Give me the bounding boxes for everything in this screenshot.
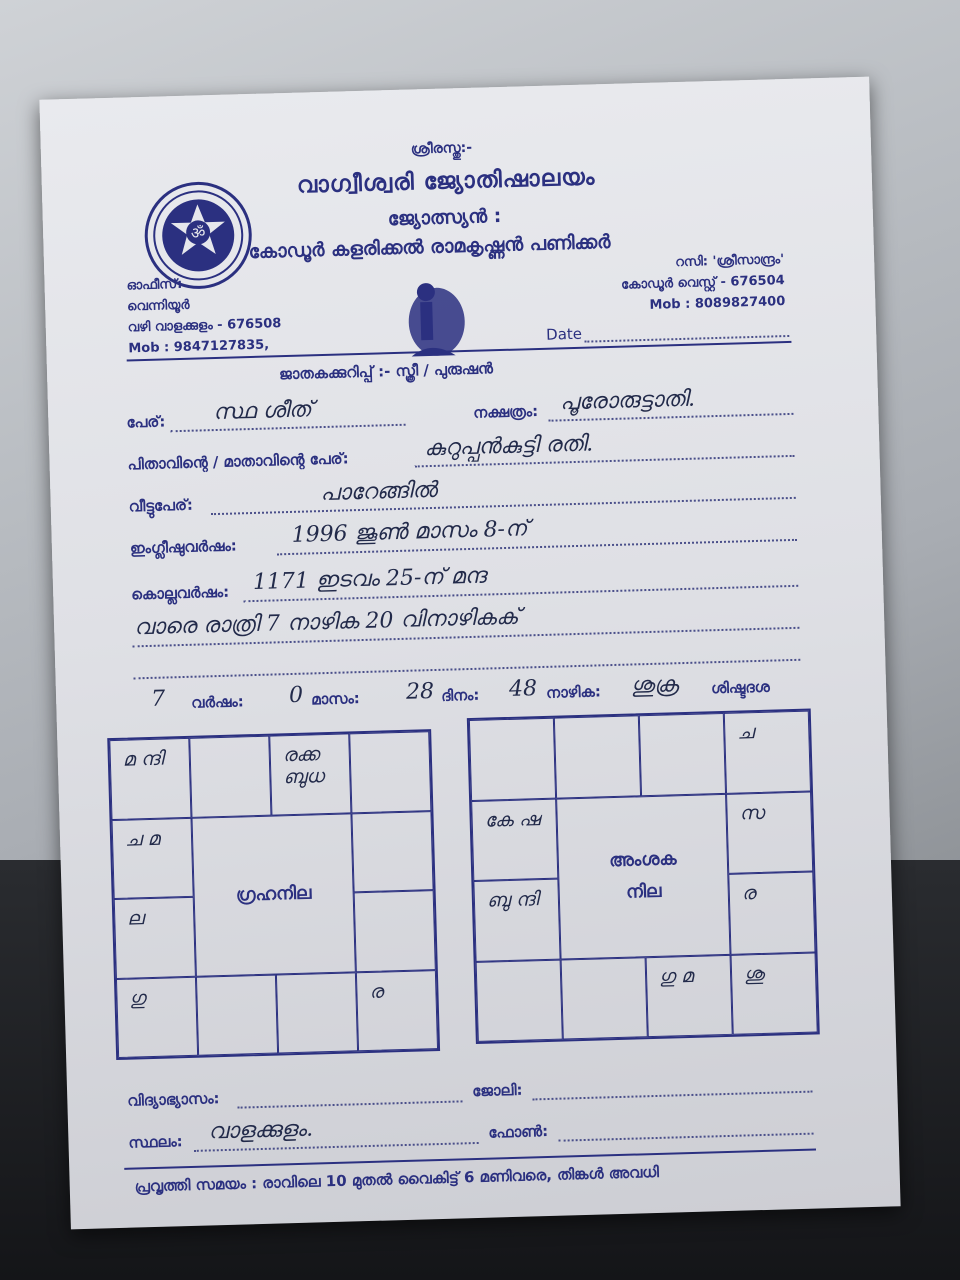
graha-cell: ഗു xyxy=(116,976,198,1058)
form-title: ജാതകക്കുറിപ്പ് :- സ്ത്രീ / പുരുഷൻ xyxy=(278,359,494,384)
amsha-cell: കേ ഷ xyxy=(471,798,558,881)
amshakanila-label-line2: നില xyxy=(625,880,662,903)
dasha-years-label: വർഷം: xyxy=(191,692,244,712)
office-place: വെന്നിയൂർ xyxy=(126,297,190,315)
dasha-naazhika-label: നാഴിക: xyxy=(545,682,602,702)
graha-cell: ര xyxy=(356,970,438,1052)
residence-address: കോഡൂർ വെസ്റ്റ് - 676504 xyxy=(620,273,785,293)
residence-mobile: Mob : 8089827400 xyxy=(649,294,786,313)
job-line xyxy=(532,1091,812,1101)
dasha-naazhika: 48 xyxy=(508,676,538,702)
office-mobile: Mob : 9847127835, xyxy=(128,337,270,357)
place-label: സ്ഥലം: xyxy=(128,1132,183,1152)
parent-value: കുറുപ്പൻകുട്ടി രതി. xyxy=(423,431,594,462)
graha-cell: ച മ xyxy=(112,817,194,899)
house-value: പാറേങ്ങിൽ xyxy=(320,477,438,507)
horoscope-form xyxy=(39,77,900,1230)
residence-label: റസി: 'ശ്രീസാന്ദ്രം' xyxy=(675,252,785,271)
star-label: നക്ഷത്രം: xyxy=(473,402,539,422)
blank-line xyxy=(134,659,801,680)
footer-divider xyxy=(124,1149,816,1170)
house-line xyxy=(211,497,796,515)
office-post: വഴി വാളക്കുളം - 676508 xyxy=(127,316,282,336)
om-symbol: ॐ xyxy=(190,223,206,243)
amshakanila-chart xyxy=(467,709,820,1044)
phone-line xyxy=(559,1133,814,1142)
graha-cell: രക്ക ബുധ xyxy=(269,733,351,815)
job-label: ജോലി: xyxy=(471,1080,523,1101)
amsha-cell xyxy=(639,713,726,796)
name-line xyxy=(171,424,406,433)
graha-cell xyxy=(276,972,358,1054)
star-value: പൂരോരുട്ടാതി. xyxy=(559,386,696,416)
amsha-cell xyxy=(554,715,641,798)
graha-cell: ല xyxy=(114,897,196,979)
blessing-text: ശ്രീരസ്തു:- xyxy=(410,139,473,158)
dasha-days: 28 xyxy=(405,679,435,705)
dasha-years: 7 xyxy=(150,686,166,712)
graha-cell xyxy=(189,736,271,818)
amsha-cell: സ xyxy=(726,791,813,874)
name-label: പേര്: xyxy=(126,412,166,432)
house-label: വീട്ടുപേര്: xyxy=(128,495,194,516)
phone-label: ഫോൺ: xyxy=(488,1122,549,1142)
graha-cell: മ ന്ദി xyxy=(109,738,191,820)
office-block xyxy=(126,271,282,359)
amshakanila-label xyxy=(556,793,730,959)
birth-time-line: വാരെ രാത്രി 7 നാഴിക 20 വിനാഴികക് xyxy=(133,604,520,641)
parent-label: പിതാവിന്റെ / മാതാവിന്റെ പേര്: xyxy=(127,449,349,474)
english-year-label: ഇംഗ്ലീഷുവർഷം: xyxy=(129,536,237,558)
name-value: സ്ഥ ശീത് xyxy=(212,397,313,426)
amsha-cell xyxy=(469,718,556,801)
working-hours: പ്രവൃത്തി സമയം : രാവിലെ 10 മുതൽ വൈകിട്ട് 6 മണിവരെ, തിങ്കൾ അവധി xyxy=(134,1162,660,1196)
astrologer-label: ജ്യോത്സ്യൻ : xyxy=(387,204,502,231)
education-label: വിദ്യാഭ്യാസം: xyxy=(127,1089,220,1110)
graha-cell xyxy=(196,974,278,1056)
graha-cell xyxy=(351,811,433,893)
education-line xyxy=(238,1100,463,1108)
english-year-value: 1996 ജൂൺ മാസം 8-ന് xyxy=(291,516,528,548)
amsha-cell: ഗു മ xyxy=(646,954,733,1037)
amshakanila-label-line1: അംശക xyxy=(608,848,677,872)
amsha-cell xyxy=(561,957,648,1040)
astrologer-name: കോഡൂർ കളരിക്കൽ രാമകൃഷ്ണൻ പണിക്കർ xyxy=(248,230,611,264)
date-label: Date xyxy=(545,324,583,344)
amsha-cell: ബു ന്ദി xyxy=(473,879,560,962)
dasha-label: ശിഷ്ടദശ xyxy=(710,677,770,698)
dasha-months-label: മാസം: xyxy=(310,689,360,709)
office-label: ഓഫീസ്: xyxy=(126,276,183,294)
kollam-year-value: 1171 ഇടവം 25-ന് മന്ദ xyxy=(252,563,487,596)
amsha-cell: ര xyxy=(728,872,815,955)
amsha-cell: ച xyxy=(724,711,811,794)
residence-block xyxy=(549,249,786,319)
amsha-cell: ശു xyxy=(731,952,818,1035)
graha-cell xyxy=(349,731,431,813)
deity-illustration xyxy=(389,273,471,360)
kollam-year-label: കൊല്ലവർഷം: xyxy=(130,582,230,604)
graha-cell xyxy=(354,890,436,972)
institution-name: വാഗ്വീശ്വരി ജ്യോതിഷാലയം xyxy=(296,164,596,199)
dasha-days-label: ദിനം: xyxy=(440,685,480,705)
grahanila-label: ഗ്രഹനില xyxy=(191,813,355,976)
dasha-planet: ശുക്ര xyxy=(630,672,679,699)
amsha-cell xyxy=(476,959,563,1042)
place-value: വാളക്കുളം. xyxy=(207,1116,314,1145)
grahanila-chart xyxy=(107,729,440,1060)
dasha-months: 0 xyxy=(288,682,304,709)
